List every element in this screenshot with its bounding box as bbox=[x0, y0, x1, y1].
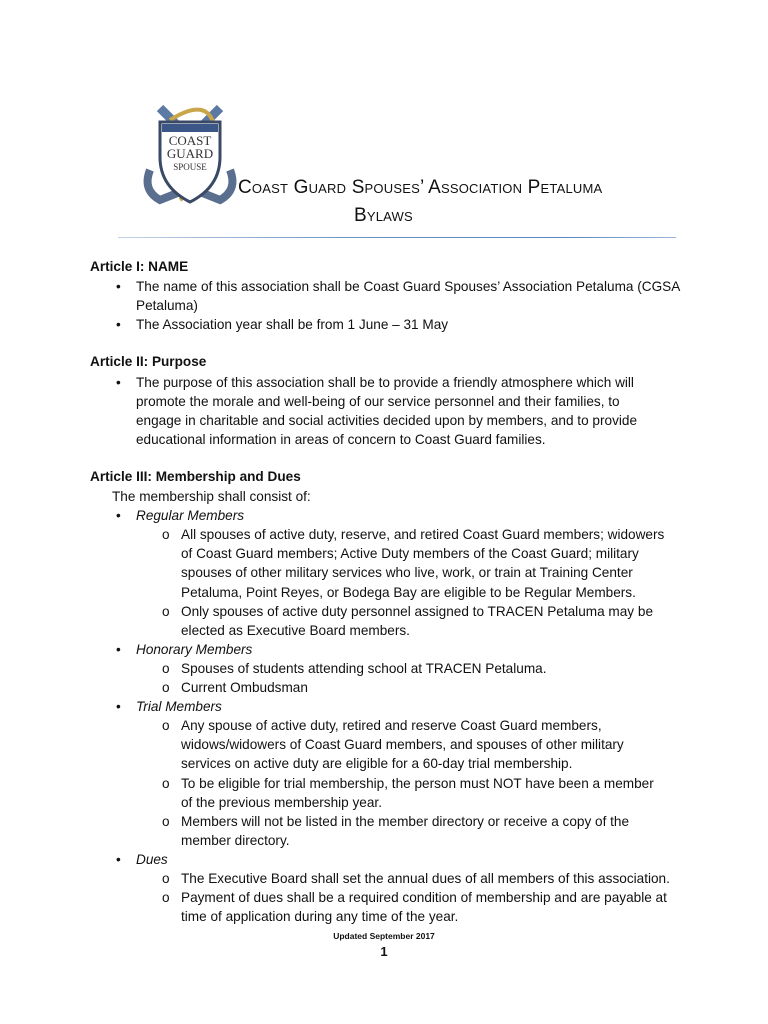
bullet-marker: • bbox=[116, 641, 121, 657]
svg-text:COAST: COAST bbox=[168, 133, 212, 148]
sub-bullet-marker: o bbox=[162, 603, 170, 619]
bullet-marker: • bbox=[116, 508, 121, 524]
paragraph-line: The name of this association shall be Coast Guard Spouses’ Association Petaluma (CGSA bbox=[136, 279, 681, 295]
svg-text:GUARD: GUARD bbox=[166, 146, 214, 161]
sub-bullet-marker: o bbox=[162, 660, 170, 676]
paragraph-line: The Association year shall be from 1 June – 31 May bbox=[136, 317, 449, 333]
sub-bullet-marker: o bbox=[162, 890, 170, 906]
coast-guard-spouse-logo bbox=[140, 100, 240, 210]
membership-category: Dues bbox=[136, 851, 168, 867]
paragraph-line: elected as Executive Board members. bbox=[181, 622, 410, 638]
bullet-marker: • bbox=[116, 851, 121, 867]
paragraph-line: spouses of other military services who live, work, or train at Training Center bbox=[181, 565, 633, 581]
paragraph-line: services on active duty are eligible for a 60-day trial membership. bbox=[181, 756, 573, 772]
paragraph-line: To be eligible for trial membership, the person must NOT have been a member bbox=[181, 775, 654, 791]
bullet-marker: • bbox=[116, 279, 121, 295]
membership-category: Regular Members bbox=[136, 508, 245, 524]
article-heading: Article III: Membership and Dues bbox=[90, 468, 301, 484]
paragraph-line: time of application during any time of the year. bbox=[181, 909, 459, 925]
paragraph-line: Petaluma, Point Reyes, or Bodega Bay are eligible to be Regular Members. bbox=[181, 584, 636, 600]
sub-bullet-marker: o bbox=[162, 718, 170, 734]
membership-category: Trial Members bbox=[136, 699, 222, 715]
bullet-marker: • bbox=[116, 699, 121, 715]
paragraph-line: of Coast Guard members; Active Duty members of the Coast Guard; military bbox=[181, 546, 639, 562]
paragraph-line: educational information in areas of concern to Coast Guard families. bbox=[136, 431, 546, 447]
paragraph-line: The membership shall consist of: bbox=[112, 489, 311, 504]
document-title: Coast Guard Spouses’ Association Petaluma bbox=[238, 177, 603, 198]
paragraph-line: Any spouse of active duty, retired and reserve Coast Guard members, bbox=[181, 718, 602, 734]
paragraph-line: The purpose of this association shall be to provide a friendly atmosphere which will bbox=[136, 374, 634, 390]
paragraph-line: member directory. bbox=[181, 832, 290, 848]
sub-bullet-marker: o bbox=[162, 813, 170, 829]
bullet-marker: • bbox=[116, 317, 121, 333]
page-number: 1 bbox=[380, 944, 388, 959]
header-divider bbox=[118, 237, 676, 238]
article-heading: Article I: NAME bbox=[90, 259, 189, 274]
footer-updated: Updated September 2017 bbox=[333, 931, 435, 941]
paragraph-line: Members will not be listed in the member directory or receive a copy of the bbox=[181, 813, 630, 829]
sub-bullet-marker: o bbox=[162, 680, 170, 695]
svg-text:SPOUSE: SPOUSE bbox=[173, 162, 207, 172]
paragraph-line: The Executive Board shall set the annual dues of all members of this association. bbox=[181, 871, 670, 886]
paragraph-line: of the previous membership year. bbox=[181, 794, 382, 810]
paragraph-line: All spouses of active duty, reserve, and retired Coast Guard members; widowers bbox=[181, 527, 665, 543]
paragraph-line: Only spouses of active duty personnel assigned to TRACEN Petaluma may be bbox=[181, 603, 653, 619]
paragraph-line: promote the morale and well-being of our service personnel and their families, to bbox=[136, 393, 620, 409]
paragraph-line: engage in charitable and social activities decided upon by members, and to provide bbox=[136, 412, 638, 428]
paragraph-line: Payment of dues shall be a required condition of membership and are payable at bbox=[181, 890, 667, 906]
sub-bullet-marker: o bbox=[162, 871, 170, 886]
paragraph-line: Spouses of students attending school at TRACEN Petaluma. bbox=[181, 660, 547, 676]
sub-bullet-marker: o bbox=[162, 775, 170, 791]
bullet-marker: • bbox=[116, 374, 121, 390]
membership-category: Honorary Members bbox=[136, 641, 253, 657]
document-subtitle: Bylaws bbox=[354, 205, 413, 226]
sub-bullet-marker: o bbox=[162, 527, 170, 543]
paragraph-line: widows/widowers of Coast Guard members, and spouses of other military bbox=[181, 737, 624, 753]
paragraph-line: Current Ombudsman bbox=[181, 680, 308, 695]
article-heading: Article II: Purpose bbox=[90, 354, 207, 370]
paragraph-line: Petaluma) bbox=[136, 298, 198, 314]
